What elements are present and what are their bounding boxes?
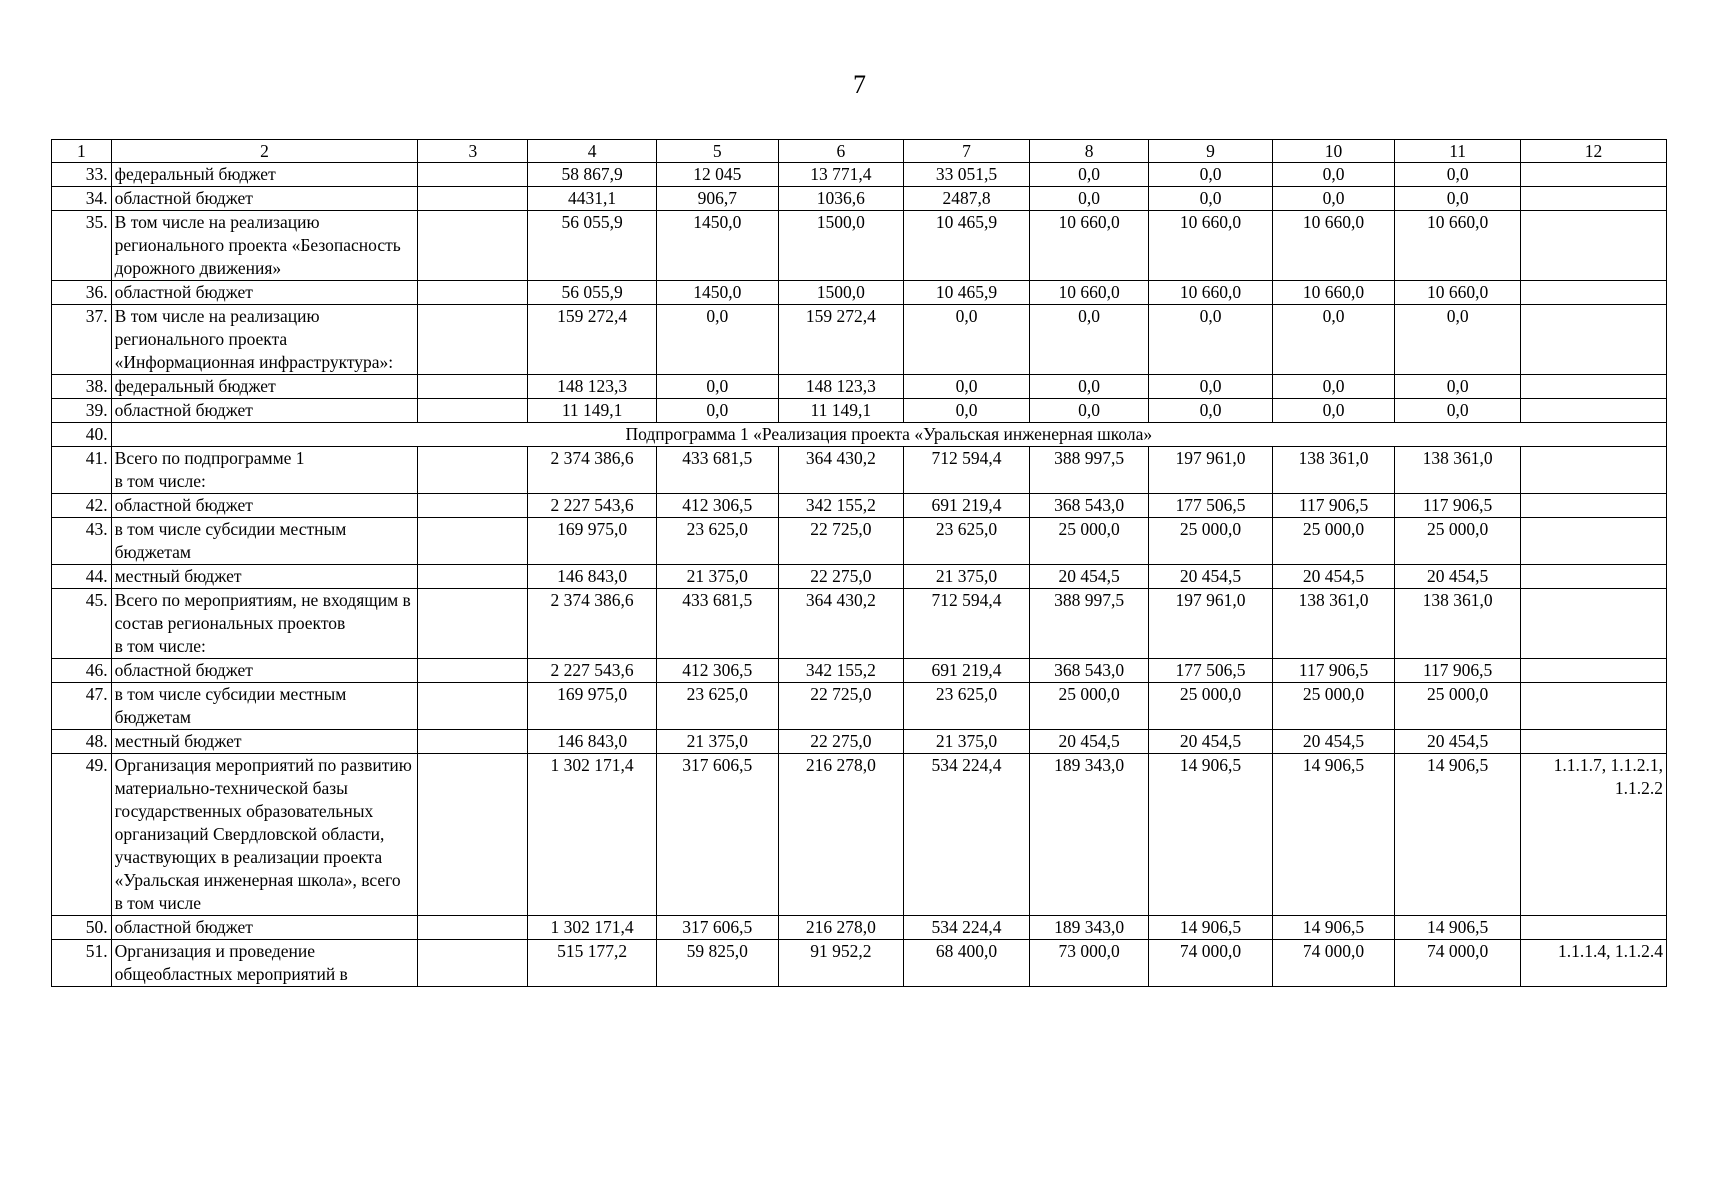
cell-reference: 1.1.1.7, 1.1.2.1, 1.1.2.2 (1520, 754, 1666, 916)
table-row (52, 659, 1667, 683)
row-label: В том числе на реализацию регионального проекта «Информационная инфраструктура»: (111, 305, 418, 375)
row-label: областной бюджет (111, 187, 418, 211)
table-row (52, 211, 1667, 281)
row-label: областной бюджет (111, 916, 418, 940)
cell-value: 91 952,2 (778, 940, 904, 987)
budget-table (51, 139, 1667, 987)
row-number: 48. (52, 730, 112, 754)
cell-col3 (418, 754, 528, 916)
cell-value: 23 625,0 (657, 518, 778, 565)
row-number: 43. (52, 518, 112, 565)
column-header: 5 (657, 140, 778, 163)
row-label: Всего по мероприятиям, не входящим в состав региональных проектов в том числе: (111, 589, 418, 659)
cell-value: 21 375,0 (657, 730, 778, 754)
cell-value: 412 306,5 (657, 494, 778, 518)
cell-value: 2 227 543,6 (528, 494, 657, 518)
row-number: 46. (52, 659, 112, 683)
row-number: 35. (52, 211, 112, 281)
row-label: Всего по подпрограмме 1 в том числе: (111, 447, 418, 494)
cell-value: 0,0 (1149, 163, 1273, 187)
cell-value: 20 454,5 (1272, 730, 1395, 754)
cell-value: 33 051,5 (904, 163, 1030, 187)
cell-value: 20 454,5 (1395, 565, 1521, 589)
cell-value: 433 681,5 (657, 447, 778, 494)
cell-col3 (418, 940, 528, 987)
column-header: 6 (778, 140, 904, 163)
cell-value: 148 123,3 (778, 375, 904, 399)
cell-value: 691 219,4 (904, 659, 1030, 683)
cell-value: 1 302 171,4 (528, 916, 657, 940)
cell-value: 216 278,0 (778, 754, 904, 916)
row-number: 42. (52, 494, 112, 518)
cell-value: 73 000,0 (1029, 940, 1148, 987)
cell-value: 117 906,5 (1395, 659, 1521, 683)
cell-col3 (418, 187, 528, 211)
cell-reference (1520, 659, 1666, 683)
cell-value: 25 000,0 (1149, 518, 1273, 565)
cell-value: 10 660,0 (1029, 281, 1148, 305)
column-header: 9 (1149, 140, 1273, 163)
row-number: 34. (52, 187, 112, 211)
cell-col3 (418, 494, 528, 518)
row-number: 38. (52, 375, 112, 399)
cell-value: 10 465,9 (904, 281, 1030, 305)
cell-value: 169 975,0 (528, 683, 657, 730)
cell-value: 20 454,5 (1395, 730, 1521, 754)
cell-value: 58 867,9 (528, 163, 657, 187)
cell-value: 1450,0 (657, 281, 778, 305)
table-row (52, 187, 1667, 211)
column-header: 8 (1029, 140, 1148, 163)
cell-col3 (418, 659, 528, 683)
row-number: 41. (52, 447, 112, 494)
table-row (52, 683, 1667, 730)
cell-value: 74 000,0 (1149, 940, 1273, 987)
table-row (52, 940, 1667, 987)
cell-value: 0,0 (1029, 163, 1148, 187)
cell-value: 0,0 (1395, 399, 1521, 423)
table-row (52, 375, 1667, 399)
column-header: 4 (528, 140, 657, 163)
cell-value: 0,0 (657, 375, 778, 399)
cell-value: 11 149,1 (778, 399, 904, 423)
row-label: местный бюджет (111, 730, 418, 754)
table-row (52, 399, 1667, 423)
cell-value: 4431,1 (528, 187, 657, 211)
cell-reference (1520, 565, 1666, 589)
row-label: областной бюджет (111, 281, 418, 305)
cell-reference (1520, 211, 1666, 281)
cell-value: 364 430,2 (778, 589, 904, 659)
cell-value: 169 975,0 (528, 518, 657, 565)
cell-value: 20 454,5 (1029, 730, 1148, 754)
cell-value: 2 374 386,6 (528, 447, 657, 494)
cell-value: 10 660,0 (1029, 211, 1148, 281)
cell-value: 216 278,0 (778, 916, 904, 940)
column-header: 1 (52, 140, 112, 163)
cell-value: 0,0 (1272, 163, 1395, 187)
cell-value: 412 306,5 (657, 659, 778, 683)
cell-value: 159 272,4 (528, 305, 657, 375)
cell-value: 388 997,5 (1029, 589, 1148, 659)
cell-value: 22 725,0 (778, 683, 904, 730)
cell-value: 712 594,4 (904, 589, 1030, 659)
cell-value: 317 606,5 (657, 916, 778, 940)
table-row (52, 565, 1667, 589)
cell-col3 (418, 589, 528, 659)
row-number: 45. (52, 589, 112, 659)
cell-reference (1520, 447, 1666, 494)
cell-value: 138 361,0 (1272, 447, 1395, 494)
cell-reference (1520, 281, 1666, 305)
cell-reference (1520, 589, 1666, 659)
table-row (52, 163, 1667, 187)
page-number: 7 (853, 70, 866, 99)
cell-col3 (418, 447, 528, 494)
cell-value: 56 055,9 (528, 281, 657, 305)
cell-value: 0,0 (1395, 305, 1521, 375)
cell-value: 1450,0 (657, 211, 778, 281)
cell-value: 117 906,5 (1395, 494, 1521, 518)
cell-value: 906,7 (657, 187, 778, 211)
cell-value: 10 660,0 (1149, 281, 1273, 305)
cell-value: 56 055,9 (528, 211, 657, 281)
cell-reference (1520, 683, 1666, 730)
cell-col3 (418, 518, 528, 565)
cell-col3 (418, 399, 528, 423)
cell-value: 74 000,0 (1395, 940, 1521, 987)
row-label: в том числе субсидии местным бюджетам (111, 518, 418, 565)
cell-value: 197 961,0 (1149, 447, 1273, 494)
column-header: 12 (1520, 140, 1666, 163)
column-header: 2 (111, 140, 418, 163)
cell-value: 0,0 (1272, 305, 1395, 375)
cell-value: 342 155,2 (778, 494, 904, 518)
table-row (52, 447, 1667, 494)
cell-value: 712 594,4 (904, 447, 1030, 494)
row-number: 40. (52, 423, 112, 447)
column-header: 10 (1272, 140, 1395, 163)
cell-reference (1520, 518, 1666, 565)
cell-value: 59 825,0 (657, 940, 778, 987)
cell-value: 10 660,0 (1395, 211, 1521, 281)
cell-value: 0,0 (1029, 399, 1148, 423)
cell-value: 25 000,0 (1272, 518, 1395, 565)
cell-value: 0,0 (1272, 399, 1395, 423)
cell-col3 (418, 683, 528, 730)
cell-reference (1520, 916, 1666, 940)
cell-value: 159 272,4 (778, 305, 904, 375)
cell-col3 (418, 163, 528, 187)
cell-value: 22 275,0 (778, 730, 904, 754)
cell-value: 10 465,9 (904, 211, 1030, 281)
row-number: 49. (52, 754, 112, 916)
cell-value: 0,0 (1395, 375, 1521, 399)
cell-value: 0,0 (904, 375, 1030, 399)
cell-reference: 1.1.1.4, 1.1.2.4 (1520, 940, 1666, 987)
cell-value: 22 275,0 (778, 565, 904, 589)
row-label: местный бюджет (111, 565, 418, 589)
cell-value: 2 227 543,6 (528, 659, 657, 683)
cell-value: 14 906,5 (1272, 754, 1395, 916)
cell-value: 138 361,0 (1395, 447, 1521, 494)
row-label: Организация и проведение общеобластных мероприятий в (111, 940, 418, 987)
row-number: 39. (52, 399, 112, 423)
cell-value: 14 906,5 (1149, 754, 1273, 916)
cell-value: 14 906,5 (1395, 754, 1521, 916)
row-label: областной бюджет (111, 399, 418, 423)
cell-value: 138 361,0 (1395, 589, 1521, 659)
cell-value: 23 625,0 (657, 683, 778, 730)
table-header-row (52, 140, 1667, 163)
cell-value: 0,0 (1029, 305, 1148, 375)
cell-col3 (418, 916, 528, 940)
cell-value: 0,0 (1029, 187, 1148, 211)
cell-value: 1036,6 (778, 187, 904, 211)
row-label: областной бюджет (111, 494, 418, 518)
cell-col3 (418, 565, 528, 589)
cell-value: 388 997,5 (1029, 447, 1148, 494)
cell-col3 (418, 375, 528, 399)
row-number: 36. (52, 281, 112, 305)
cell-reference (1520, 187, 1666, 211)
cell-value: 11 149,1 (528, 399, 657, 423)
cell-value: 20 454,5 (1149, 730, 1273, 754)
cell-value: 10 660,0 (1149, 211, 1273, 281)
cell-value: 14 906,5 (1395, 916, 1521, 940)
cell-reference (1520, 375, 1666, 399)
table-row (52, 281, 1667, 305)
cell-reference (1520, 305, 1666, 375)
table-row (52, 730, 1667, 754)
cell-value: 21 375,0 (657, 565, 778, 589)
cell-value: 2487,8 (904, 187, 1030, 211)
cell-value: 22 725,0 (778, 518, 904, 565)
cell-value: 368 543,0 (1029, 659, 1148, 683)
cell-reference (1520, 730, 1666, 754)
cell-value: 0,0 (904, 305, 1030, 375)
cell-value: 20 454,5 (1149, 565, 1273, 589)
cell-value: 0,0 (657, 305, 778, 375)
cell-col3 (418, 211, 528, 281)
table-row (52, 305, 1667, 375)
cell-value: 0,0 (1149, 305, 1273, 375)
section-title: Подпрограмма 1 «Реализация проекта «Уральская инженерная школа» (111, 423, 1666, 447)
cell-value: 146 843,0 (528, 565, 657, 589)
row-label: областной бюджет (111, 659, 418, 683)
cell-value: 10 660,0 (1272, 211, 1395, 281)
cell-value: 25 000,0 (1272, 683, 1395, 730)
cell-value: 1 302 171,4 (528, 754, 657, 916)
cell-value: 21 375,0 (904, 730, 1030, 754)
row-label: федеральный бюджет (111, 163, 418, 187)
cell-value: 433 681,5 (657, 589, 778, 659)
cell-value: 14 906,5 (1149, 916, 1273, 940)
cell-value: 117 906,5 (1272, 494, 1395, 518)
cell-value: 23 625,0 (904, 518, 1030, 565)
section-row (52, 423, 1667, 447)
cell-value: 177 506,5 (1149, 494, 1273, 518)
cell-value: 25 000,0 (1029, 518, 1148, 565)
row-number: 51. (52, 940, 112, 987)
cell-col3 (418, 305, 528, 375)
row-label: в том числе субсидии местным бюджетам (111, 683, 418, 730)
cell-value: 117 906,5 (1272, 659, 1395, 683)
table-row (52, 518, 1667, 565)
cell-value: 0,0 (1029, 375, 1148, 399)
cell-value: 25 000,0 (1149, 683, 1273, 730)
row-number: 33. (52, 163, 112, 187)
cell-reference (1520, 494, 1666, 518)
cell-value: 68 400,0 (904, 940, 1030, 987)
cell-value: 13 771,4 (778, 163, 904, 187)
cell-value: 10 660,0 (1395, 281, 1521, 305)
row-label: В том числе на реализацию регионального проекта «Безопасность дорожного движения» (111, 211, 418, 281)
cell-value: 21 375,0 (904, 565, 1030, 589)
cell-value: 0,0 (1272, 187, 1395, 211)
cell-value: 138 361,0 (1272, 589, 1395, 659)
cell-value: 0,0 (657, 399, 778, 423)
cell-value: 23 625,0 (904, 683, 1030, 730)
cell-value: 342 155,2 (778, 659, 904, 683)
cell-value: 317 606,5 (657, 754, 778, 916)
cell-value: 691 219,4 (904, 494, 1030, 518)
column-header: 7 (904, 140, 1030, 163)
cell-value: 25 000,0 (1395, 518, 1521, 565)
cell-value: 515 177,2 (528, 940, 657, 987)
cell-value: 534 224,4 (904, 754, 1030, 916)
cell-reference (1520, 399, 1666, 423)
cell-value: 0,0 (1149, 375, 1273, 399)
cell-value: 12 045 (657, 163, 778, 187)
row-label: Организация мероприятий по развитию материально-технической базы государственных образовательных организаций Свердловской области, участвующих в реализации проекта «Уральская инженерная школа», всего в том числе (111, 754, 418, 916)
cell-reference (1520, 163, 1666, 187)
cell-value: 14 906,5 (1272, 916, 1395, 940)
cell-value: 0,0 (1395, 163, 1521, 187)
cell-value: 148 123,3 (528, 375, 657, 399)
cell-value: 197 961,0 (1149, 589, 1273, 659)
cell-value: 0,0 (1149, 187, 1273, 211)
cell-value: 10 660,0 (1272, 281, 1395, 305)
cell-value: 0,0 (1395, 187, 1521, 211)
row-number: 44. (52, 565, 112, 589)
cell-value: 0,0 (1149, 399, 1273, 423)
cell-value: 189 343,0 (1029, 754, 1148, 916)
cell-value: 177 506,5 (1149, 659, 1273, 683)
row-number: 50. (52, 916, 112, 940)
table-row (52, 494, 1667, 518)
column-header: 3 (418, 140, 528, 163)
cell-value: 364 430,2 (778, 447, 904, 494)
cell-value: 74 000,0 (1272, 940, 1395, 987)
cell-value: 534 224,4 (904, 916, 1030, 940)
cell-value: 189 343,0 (1029, 916, 1148, 940)
cell-value: 146 843,0 (528, 730, 657, 754)
cell-value: 1500,0 (778, 211, 904, 281)
cell-value: 2 374 386,6 (528, 589, 657, 659)
row-label: федеральный бюджет (111, 375, 418, 399)
row-number: 37. (52, 305, 112, 375)
table-row (52, 589, 1667, 659)
cell-value: 25 000,0 (1029, 683, 1148, 730)
cell-value: 25 000,0 (1395, 683, 1521, 730)
column-header: 11 (1395, 140, 1521, 163)
cell-col3 (418, 730, 528, 754)
cell-value: 1500,0 (778, 281, 904, 305)
cell-value: 20 454,5 (1029, 565, 1148, 589)
cell-value: 0,0 (904, 399, 1030, 423)
cell-col3 (418, 281, 528, 305)
cell-value: 368 543,0 (1029, 494, 1148, 518)
cell-value: 0,0 (1272, 375, 1395, 399)
table-row (52, 754, 1667, 916)
row-number: 47. (52, 683, 112, 730)
cell-value: 20 454,5 (1272, 565, 1395, 589)
table-row (52, 916, 1667, 940)
